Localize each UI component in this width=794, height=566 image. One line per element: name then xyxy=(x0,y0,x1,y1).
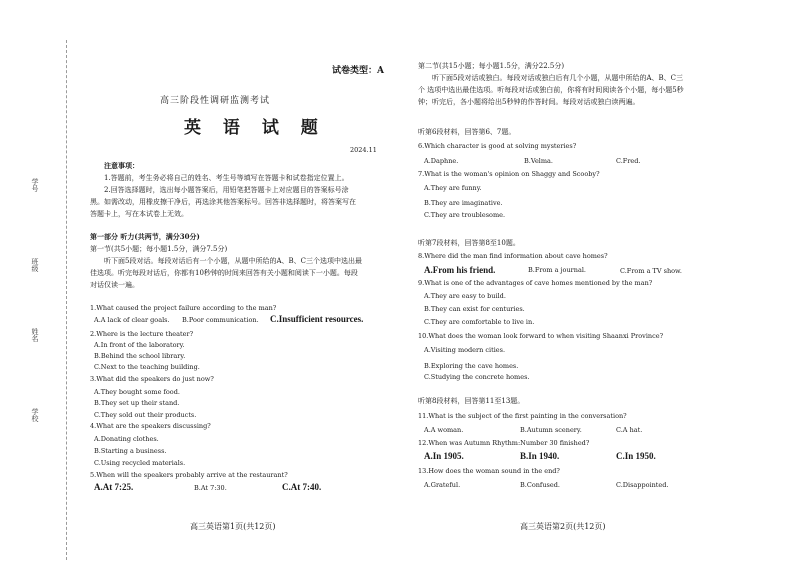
q9-option-b: B.They can exist for centuries. xyxy=(424,305,525,313)
q13-option-a: A.Grateful. xyxy=(424,481,461,489)
page-1-footer: 高三英语第1页(共12页) xyxy=(190,522,276,531)
section-2-heading: 第二节(共15小题；每小题1.5分，满分22.5分) xyxy=(418,62,565,70)
material-8-heading: 听第8段材料，回答第11至13题。 xyxy=(418,397,525,405)
notice-2a: 2.回答选择题时，选出每小题答案后，用铅笔把答题卡上对应题目的答案标号涂 xyxy=(104,186,349,194)
question-9: 9.What is one of the advantages of cave homes mentioned by the man? xyxy=(418,279,653,287)
student-id-label: 学号 xyxy=(31,178,39,192)
q8-option-a: A.From his friend. xyxy=(424,265,496,275)
question-3: 3.What did the speakers do just now? xyxy=(90,375,214,383)
q4-option-a: A.Donating clothes. xyxy=(94,435,159,443)
q3-option-c: C.They sold out their products. xyxy=(94,411,197,419)
paper-type: 试卷类型：A xyxy=(332,66,384,76)
notice-title: 注意事项： xyxy=(104,161,139,170)
material-7-heading: 听第7段材料，回答第8至10题。 xyxy=(418,239,520,247)
notice-2c: 答题卡上，写在本试卷上无效。 xyxy=(90,210,188,218)
question-12: 12.When was Autumn Rhythm:Number 30 finished? xyxy=(418,439,590,447)
q8-option-b: B.From a journal. xyxy=(528,266,586,274)
q4-option-c: C.Using recycled materials. xyxy=(94,459,186,467)
q12-option-b: B.In 1940. xyxy=(520,451,560,461)
material-6-heading: 听第6段材料，回答第6、7题。 xyxy=(418,128,516,136)
question-11: 11.What is the subject of the first painting in the conversation? xyxy=(418,412,627,420)
section-1-instr-c: 对话仅读一遍。 xyxy=(90,281,139,289)
question-5: 5.When will the speakers probably arrive at the restaurant? xyxy=(90,471,288,479)
q13-option-b: B.Confused. xyxy=(520,481,560,489)
q2-option-c: C.Next to the teaching building. xyxy=(94,363,200,371)
binding-margin xyxy=(0,0,78,566)
binding-line xyxy=(66,40,67,560)
q11-option-a: A.A woman. xyxy=(424,426,464,434)
section-1-instr-b: 佳选项。听完每段对话后，你都有10秒钟的时间来回答有关小题和阅读下一小题。每段 xyxy=(90,269,358,277)
q7-option-c: C.They are troublesome. xyxy=(424,211,506,219)
section-2-instr-c: 钟；听完后，各小题将给出5秒钟的作答时间。每段对话或独白读两遍。 xyxy=(418,98,640,106)
section-2-instr-a: 听下面5段对话或独白。每段对话或独白后有几个小题，从题中所给的A、B、C三 xyxy=(432,74,684,82)
question-1: 1.What caused the project failure according to the man? xyxy=(90,304,277,312)
q11-option-b: B.Autumn scenery. xyxy=(520,426,582,434)
q9-option-a: A.They are easy to build. xyxy=(424,292,506,300)
question-4: 4.What are the speakers discussing? xyxy=(90,422,211,430)
q8-option-c: C.From a TV show. xyxy=(620,267,682,275)
question-13: 13.How does the woman sound in the end? xyxy=(418,467,560,475)
page-1 xyxy=(86,0,398,566)
question-7: 7.What is the woman's opinion on Shaggy and Scooby? xyxy=(418,170,600,178)
section-1-heading: 第一节(共5小题；每小题1.5分，满分7.5分) xyxy=(90,245,228,253)
name-label: 姓名 xyxy=(31,328,39,342)
q2-option-b: B.Behind the school library. xyxy=(94,352,186,360)
exam-title: 高三阶段性调研监测考试 xyxy=(160,96,271,106)
q10-option-a: A.Visiting modern cities. xyxy=(424,346,506,354)
page-2 xyxy=(414,0,744,566)
q1-option-a: A.A lack of clear goals. xyxy=(94,316,170,324)
q10-option-b: B.Exploring the cave homes. xyxy=(424,362,519,370)
q10-option-c: C.Studying the concrete homes. xyxy=(424,373,530,381)
q6-option-b: B.Velma. xyxy=(524,157,553,165)
part-1-heading: 第一部分 听力(共两节，满分30分) xyxy=(90,232,200,241)
q6-option-c: C.Fred. xyxy=(616,157,641,165)
q7-option-a: A.They are funny. xyxy=(424,184,482,192)
question-2: 2.Where is the lecture theater? xyxy=(90,330,194,338)
q6-option-a: A.Daphne. xyxy=(424,157,459,165)
q5-option-c: C.At 7:40. xyxy=(282,482,322,492)
q9-option-c: C.They are comfortable to live in. xyxy=(424,318,535,326)
q13-option-c: C.Disappointed. xyxy=(616,481,669,489)
q2-option-a: A.In front of the laboratory. xyxy=(94,341,185,349)
q3-option-a: A.They bought some food. xyxy=(94,388,180,396)
notice-2b: 黑。如需改动，用橡皮擦干净后，再选涂其他答案标号。回答非选择题时，将答案写在 xyxy=(90,198,356,206)
class-label: 班级 xyxy=(31,258,39,272)
q3-option-b: B.They set up their stand. xyxy=(94,399,180,407)
q1-option-c: C.Insufficient resources. xyxy=(270,314,364,324)
q12-option-c: C.In 1950. xyxy=(616,451,656,461)
q1-option-b: B.Poor communication. xyxy=(182,316,259,324)
section-2-instr-b: 个 选项中选出最佳选项。听每段对话或独白前，你将有时间阅读各个小题，每小题5秒 xyxy=(418,86,684,94)
q5-option-a: A.At 7:25. xyxy=(94,482,134,492)
school-label: 学校 xyxy=(31,408,39,422)
question-8: 8.Where did the man find information about cave homes? xyxy=(418,252,608,260)
exam-date: 2024.11 xyxy=(350,146,377,154)
q4-option-b: B.Starting a business. xyxy=(94,447,167,455)
notice-1: 1.答题前，考生务必将自己的姓名、考生号等填写在答题卡和试卷指定位置上。 xyxy=(104,174,349,182)
q5-option-b: B.At 7:30. xyxy=(194,484,227,492)
q12-option-a: A.In 1905. xyxy=(424,451,464,461)
q11-option-c: C.A hat. xyxy=(616,426,643,434)
subject-title: 英 语 试 题 xyxy=(184,118,326,138)
q7-option-b: B.They are imaginative. xyxy=(424,199,503,207)
page-2-footer: 高三英语第2页(共12页) xyxy=(520,522,606,531)
section-1-instr-a: 听下面5段对话。每段对话后有一个小题，从题中所给的A、B、C三个选项中选出最 xyxy=(104,257,363,265)
question-6: 6.Which character is good at solving mysteries? xyxy=(418,142,577,150)
question-10: 10.What does the woman look forward to when visiting Shaanxi Province? xyxy=(418,332,664,340)
